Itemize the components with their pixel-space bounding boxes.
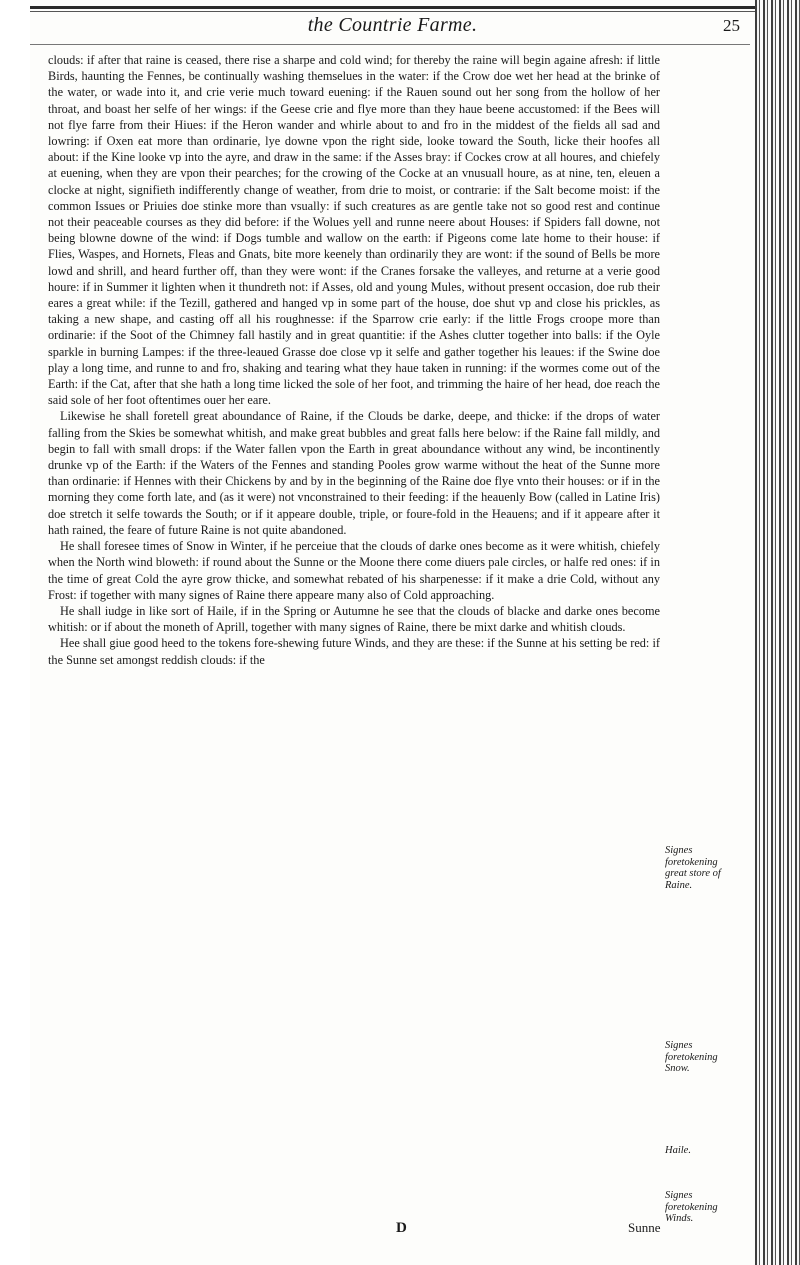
header-rule	[30, 44, 750, 45]
top-border-rule-thin	[30, 11, 755, 12]
margin-note-raine: Signes foretokening great store of Raine.	[665, 845, 721, 891]
body-text	[48, 52, 660, 668]
margin-note-winds: Signes foretokening Winds.	[665, 1190, 718, 1224]
paragraph-weather-signs: clouds: if after that raine is ceased, there rise a sharpe and cold wind; for thereby the raine will begin againe afresh: if little Birds, haunting the Fennes, be continually washing themselues in the water: if the Crow doe wet her head at the brinke of the water, or wade into it, and crie verie much toward euening: if the Rauen sound out her song from the hollow of her throat, and boast her selfe of her wings: if the Geese crie and flye more than they haue beene accustomed: if the Bees will not flye farre from their Hiues: if the Heron wander and whirle about to and fro in the middest of the fields all sad and lowring: if Oxen eat more than ordinarie, lye downe vpon the right side, looke toward the South, licke their hoofes all about: if the Kine looke vp into the ayre, and draw in the same: if the Asses bray: if Cockes crow at all houres, and chiefely at euening, when they are vpon their pearches; for the crowing of the Cocke at an vnusuall houre, as at nine, ten, eleuen a clocke at night, signifieth indifferently change of weather, from drie to moist, or contrarie: if the Salt become moist: if the common Issues or Priuies doe stinke more than vsually: if such creatures as are gentle take not so good rest and continue not their peaceable courses as they did before: if the Wolues yell and runne neere about Houses: if Spiders fall downe, not being blowne downe of the wind: if Dogs tumble and wallow on the earth: if Pigeons come late home to their house: if Flies, Waspes, and Hornets, Fleas and Gnats, bite more keenely than ordinarily they are wont: if the sound of Bells be more lowd and shrill, and heard further off, than they were wont: if the Cranes forsake the valleyes, and returne at a verie good houre: if in Summer it lighten when it thundreth not: if Asses, old and young Mules, without present occasion, doe rub their eares a great while: if the Tezill, gathered and hanged vp in some part of the house, doe shut vp and close his prickles, as taking a new shape, and casting off all his roughnesse: if the Sparrow crie early: if the little Frogs croope more than ordinarie: if the Soot of the Chimney fall hastily and in great quantitie: if the Ashes clutter together into balls: if the Oyle sparkle in burning Lampes: if the three-leaued Grasse doe close vp it selfe and gather together his leaues: if the Swine doe play a long time, and runne to and fro, shaking and tearing what they haue taken in running: if the wormes come out of the Earth: if the Cat, after that she hath a long time licked the sole of her foot, and trimming the haire of her head, doe reach the said sole of her foot oftentimes ouer her eare.	[48, 53, 660, 408]
top-border-rule	[30, 6, 755, 9]
book-spine-edge	[755, 0, 800, 1265]
margin-note-snow: Signes foretokening Snow.	[665, 1040, 718, 1074]
catchword: Sunne	[628, 1220, 661, 1235]
signature-mark: D	[396, 1220, 407, 1236]
paragraph-wind-signs: Hee shall giue good heed to the tokens fore-shewing future Winds, and they are these: if the Sunne at his setting be red: if the Sunne set amongst reddish clouds: if the	[48, 636, 660, 667]
running-head	[30, 14, 755, 44]
margin-note-haile: Haile.	[665, 1145, 691, 1156]
paragraph-raine-signs: Likewise he shall foretell great aboundance of Raine, if the Clouds be darke, deepe, and thicke: if the drops of water falling from the Skies be somewhat whitish, and make great bubbles and great falls here below: if the Raine fall mildly, and begin to fall with small drops: if the Water fallen vpon the Earth in great aboundance without any wind, be incontinently drunke vp of the Earth: if the Waters of the Fennes and standing Pooles grow warme without the heat of the Sunne more than ordinarie: if Hennes with their Chickens by and by in the beginning of the Raine doe flye vnto their houses: or if in the morning they come forth late, and (as it were) not vnconstrained to their feeding: if the heauenly Bow (called in Latine Iris) doe stretch it selfe towards the South; or if it appeare double, triple, or foure-fold in the Heauens; and if it appeare after it hath rained, the feare of future Raine is not quite abandoned.	[48, 409, 660, 537]
paragraph-snow-signs: He shall foresee times of Snow in Winter, if he perceiue that the clouds of darke ones become as it were whitish, chiefely when the North wind bloweth: if round about the Sunne or the Moone there come diuers pale circles, or halfe red ones: if in the time of great Cold the ayre grow thicke, and somewhat rebated of his sharpenesse: if it make a drie Cold, without any Frost: if together with many signes of Raine there appeare many also of Cold approaching.	[48, 539, 660, 602]
running-title: the Countrie Farme.	[307, 14, 478, 36]
paragraph-haile-signs: He shall iudge in like sort of Haile, if in the Spring or Autumne he see that the clouds of blacke and darke ones become whitish: or if about the moneth of Aprill, together with many signes of Raine, there be mixt darke and whitish clouds.	[48, 603, 660, 635]
page-number: 25	[723, 16, 740, 35]
